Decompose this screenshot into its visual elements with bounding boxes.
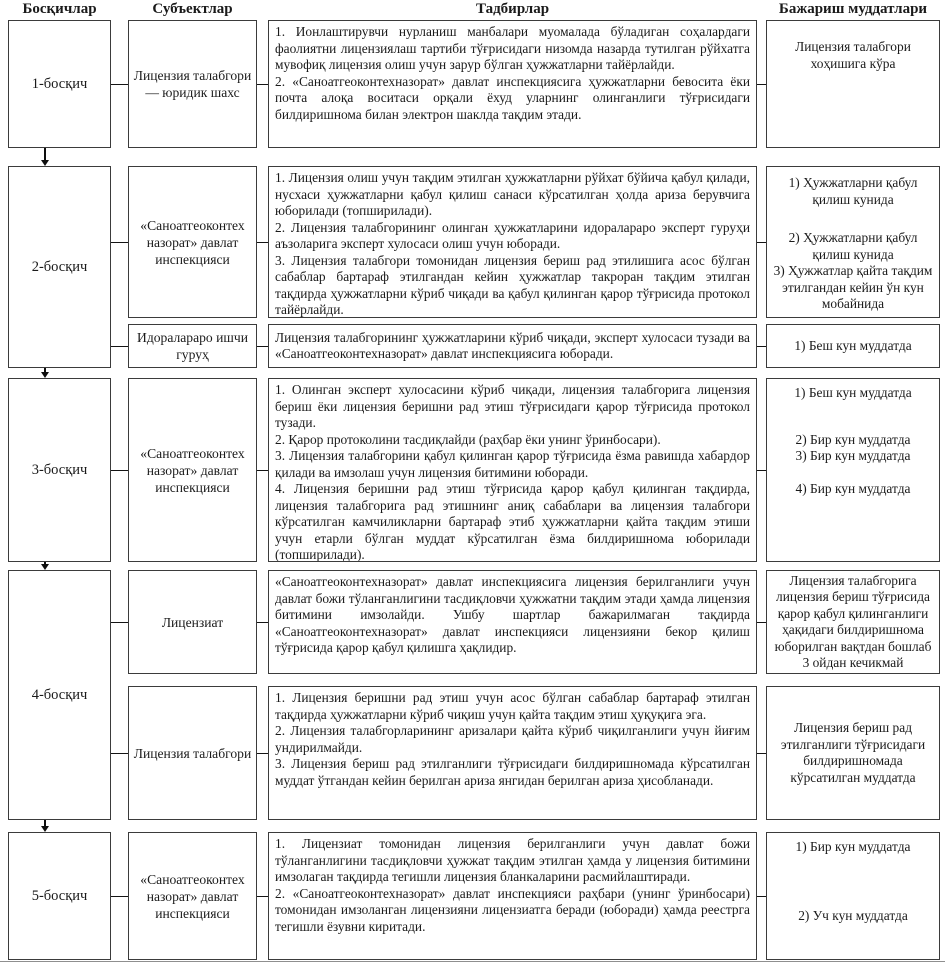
activity-item: 3. Лицензия талабгори томонидан лицензия бериш рад этилишига асос бўлган сабаблар бартараф этилгандан кейин ҳужжатлар такроран тақдим этилган тақдирда ҳужжатларни кўриб чиқади ва қабул қилинган қарор тўғрисида протокол тайёрлайди.: [275, 252, 750, 317]
stage-2-label-box: [8, 166, 111, 368]
deadline-box: [766, 20, 940, 148]
activity-item: 1. Лицензиат томонидан лицензия берилганлиги учун давлат божи тўланганлигини тасдиқловчи ҳужжат тақдим этилган ҳамда у лицензия битимини имзолаган тақдирда тегишли лицензия бланкаларини расмийлаштиради.: [275, 836, 750, 884]
connector-line: [111, 346, 128, 347]
flow-down-arrow-icon: [44, 562, 46, 564]
deadline-item: 2) Ҳужжатларни қабул қилиш кунида: [788, 230, 918, 262]
deadline-item: 1) Беш кун муддатда: [794, 337, 912, 353]
connector-line: [257, 622, 268, 623]
deadline-item: Лицензия бериш рад этилганлиги тўғрисидаги билдиришномада кўрсатилган муддатда: [780, 720, 926, 785]
deadline-item: 4) Бир кун муддатда: [795, 480, 911, 496]
activity-item: «Саноатгеоконтехназорат» давлат инспекциясига лицензия берилганлиги учун давлат божи тўланганлигини тасдиқловчи ҳужжатни тақдим этади ҳамда лицензия битимини имзолайди. Ушбу шартлар бажарилмаган тақдирда «Саноатгеоконтехназорат» давлат инспекцияси лицензияни бекор қилиш тўғрисида қарор қабул қилишга ҳақлидир.: [275, 574, 750, 655]
deadline-item: 1) Бир кун муддатда: [795, 839, 911, 854]
connector-line: [757, 470, 766, 471]
activities-box: [268, 570, 757, 674]
connector-line: [257, 84, 268, 85]
deadline-item: 1) Беш кун муддатда: [794, 385, 912, 400]
deadline-item: 3) Ҳужжатлар қайта тақдим этилгандан кейин ўн кун мобайнида: [773, 263, 933, 311]
activities-box: [268, 324, 757, 368]
stage-label: 4-босқич: [31, 686, 88, 703]
subject-label: «Саноатгеоконтех назорат» давлат инспекцияси: [140, 871, 245, 921]
connector-line: [257, 242, 268, 243]
stage-1-label-box: [8, 20, 111, 148]
stage-4-row: [8, 570, 945, 820]
connector-line: [111, 470, 128, 471]
stage-3-label-box: [8, 378, 111, 562]
subject-box: [128, 378, 257, 562]
subject-label: Идоралараро ишчи гуруҳ: [137, 330, 248, 362]
deadline-box: [766, 324, 940, 368]
deadline-box: [766, 570, 940, 674]
deadline-item: 3) Бир кун муддатда: [795, 448, 911, 463]
connector-line: [111, 242, 128, 243]
activity-item: 2. «Саноатгеоконтехназорат» давлат инспекциясига ҳужжатларни бевосита ёки почта алоқа воситаси орқали ёхуд уларнинг олинганлиги тўғрисидаги билдиришнома билан электрон шаклда тақдим этади.: [275, 73, 750, 122]
connector-line: [757, 346, 766, 347]
connector-line: [757, 753, 766, 754]
deadline-item: 2) Уч кун муддатда: [798, 907, 908, 923]
subject-label: Лицензиат: [161, 614, 224, 630]
activity-item: 4. Лицензия беришни рад этиш тўғрисида қарор қабул қилинган тақдирда, лицензия талабгорига рад этишнинг аниқ сабаблари ва лицензия талабгори кўрсатилган камчиликларни бартараф этиб ҳужжатларни қайта тақдим этиши учун етарли бўлган муддат кўрсатилган ёзма билдиришнома юборилади (топширилади).: [275, 481, 750, 562]
deadline-box: [766, 832, 940, 960]
activity-item: 3. Лицензия талабгорини қабул қилинган қарор тўғрисида ёзма равишда хабардор қилади ва имзолаш учун лицензия битимини юборади.: [275, 448, 750, 480]
activity-item: 1. Олинган эксперт хулосасини кўриб чиқади, лицензия талабгорига лицензия бериш ёки лицензия беришни рад этиш тўғрисидаги қарор тўғрисида протокол тузади.: [275, 382, 750, 430]
activity-item: 2. «Саноатгеоконтехназорат» давлат инспекцияси раҳбари (унинг ўринбосари) томонидан имзоланган лицензияни лицензиатга беради (юборади) ҳамда реестрга тегишли ёзувни киритади.: [275, 885, 750, 934]
stage-gap: [8, 148, 945, 166]
connector-line: [757, 896, 766, 897]
column-headers: [0, 0, 945, 20]
flow-down-arrow-icon: [44, 148, 46, 160]
deadline-item: 2) Бир кун муддатда: [795, 431, 911, 447]
deadline-item: 1) Ҳужжатларни қабул қилиш кунида: [788, 175, 918, 207]
activities-box: [268, 832, 757, 960]
column-header-stages: Босқичлар: [22, 1, 97, 17]
column-header-deadlines: Бажариш муддатлари: [778, 1, 928, 17]
activities-box: [268, 378, 757, 562]
connector-line: [111, 896, 128, 897]
stage-gap: [8, 368, 945, 378]
connector-line: [257, 896, 268, 897]
page-bottom-border: [0, 961, 945, 962]
stage-gap: [8, 562, 945, 570]
subject-label: Лицензия талабгори — юридик шахс: [133, 68, 252, 100]
stage-label: 1-босқич: [31, 75, 88, 92]
stage-label: 2-босқич: [31, 258, 88, 275]
connector-line: [257, 346, 268, 347]
deadline-box: [766, 378, 940, 562]
connector-line: [757, 242, 766, 243]
activities-box: [268, 686, 757, 820]
stage-gap: [8, 820, 945, 832]
stage-label: 3-босқич: [31, 461, 88, 478]
connector-line: [111, 622, 128, 623]
subject-box: [128, 686, 257, 820]
activity-item: 2. Лицензия талабгорларининг аризалари қайта кўриб чиқилганлиги учун йиғим ундирилмайди.: [275, 723, 750, 755]
subject-box: [128, 324, 257, 368]
deadline-item: Лицензия талабгорига лицензия бериш тўғрисида қарор қабул қилинганлиги ҳақидаги билдиришнома юборилган вақтдан бошлаб 3 ойдан кечикмай: [774, 572, 932, 670]
stage-3-row: [8, 378, 945, 562]
deadline-box: [766, 166, 940, 318]
connector-line: [111, 753, 128, 754]
activity-item: Лицензия талабгорининг ҳужжатларини кўриб чиқади, эксперт хулосаси тузади ва «Саноатгеоконтехназорат» давлат инспекциясига юборади.: [275, 329, 750, 361]
deadline-box: [766, 686, 940, 820]
activity-item: 2. Қарор протоколини тасдиқлайди (раҳбар ёки унинг ўринбосари).: [275, 431, 661, 447]
connector-line: [111, 84, 128, 85]
connector-line: [257, 753, 268, 754]
subject-label: «Саноатгеоконтех назорат» давлат инспекцияси: [140, 445, 245, 495]
activities-box: [268, 20, 757, 148]
stage-label: 5-босқич: [31, 887, 88, 904]
column-header-subjects: Субъектлар: [152, 1, 233, 17]
activity-item: 1. Лицензия олиш учун тақдим этилган ҳужжатларни рўйхат бўйича қабул қилади, нусхаси ҳужжатларни қабул қилиш санаси кўрсатилган ҳолда ариза берувчига юборилади (топширилади).: [275, 170, 750, 218]
deadline-item: Лицензия талабгори хоҳишига кўра: [795, 39, 911, 71]
stage-5-row: [8, 832, 945, 960]
activities-box: [268, 166, 757, 318]
subject-box: [128, 20, 257, 148]
stage-1-row: [8, 20, 945, 148]
stage-4-label-box: [8, 570, 111, 820]
activity-item: 1. Ионлаштирувчи нурланиш манбалари муомалада бўладиган соҳалардаги фаолиятни лицензиялаш тартиби тўғрисидаги низомда назарда тутилган рўйхатга мувофиқ лицензия олиш учун зарур бўлган ҳужжатларни тайёрлайди.: [275, 24, 750, 72]
stage-5-label-box: [8, 832, 111, 960]
flow-down-arrow-icon: [44, 368, 46, 372]
activity-item: 2. Лицензия талабгорининг олинган ҳужжатларини идоралараро эксперт гуруҳи аъзоларига эксперт хулосаси олиш учун юборади.: [275, 219, 750, 251]
flow-down-arrow-icon: [44, 820, 46, 826]
connector-line: [257, 470, 268, 471]
subject-label: Лицензия талабгори: [133, 745, 252, 761]
subject-box: [128, 166, 257, 318]
subject-box: [128, 832, 257, 960]
connector-line: [757, 622, 766, 623]
connector-line: [757, 84, 766, 85]
activity-item: 3. Лицензия бериш рад этилганлиги тўғрисидаги билдиришномада кўрсатилган муддат ўтгандан кейин берилган ариза янгидан берилган ариза ҳисобланади.: [275, 756, 750, 788]
subject-box: [128, 570, 257, 674]
stage-2-row: [8, 166, 945, 368]
subject-label: «Саноатгеоконтех назорат» давлат инспекцияси: [140, 217, 245, 267]
activity-item: 1. Лицензия беришни рад этиш учун асос бўлган сабаблар бартараф этилган тақдирда ҳужжатларни кўриб чиқиш учун қайта тақдим этиш ҳуқуқига эга.: [275, 690, 750, 722]
column-header-activities: Тадбирлар: [475, 1, 550, 17]
